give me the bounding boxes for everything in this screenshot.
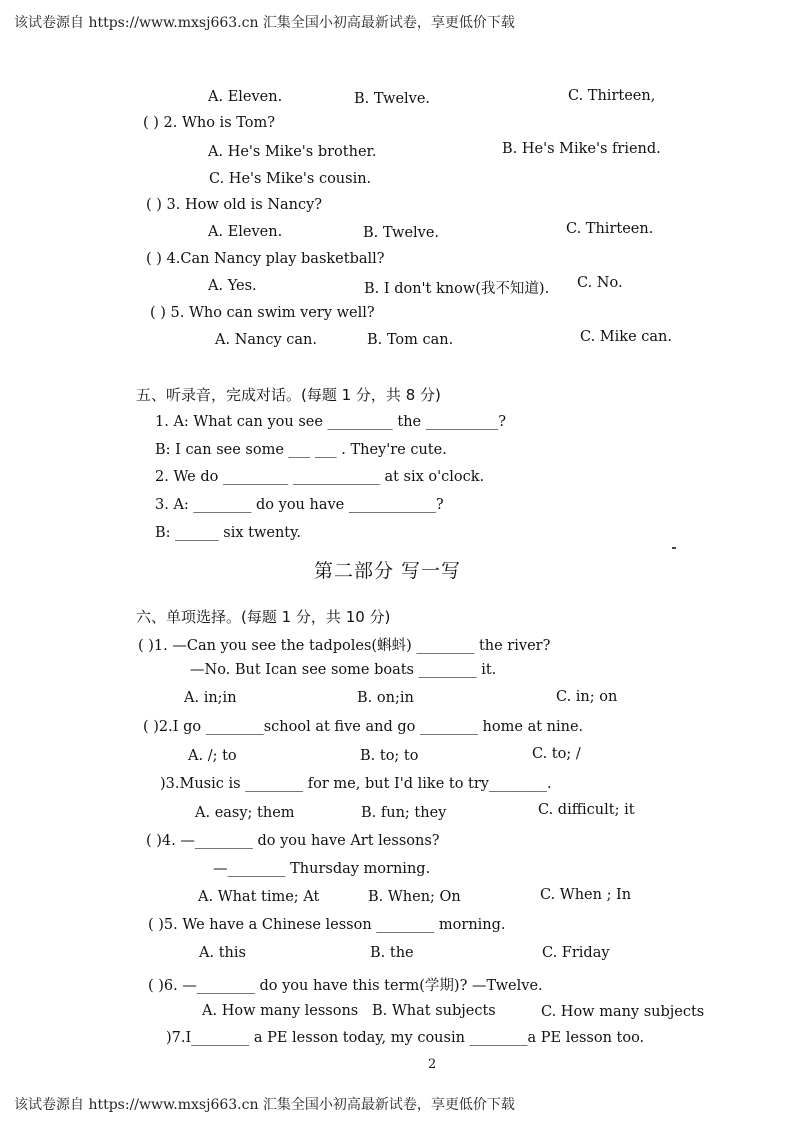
s6-q3-stem: )3.Music is ________ for me, but I'd like to try________. <box>160 776 552 792</box>
q5-option-b: B. Tom can. <box>367 332 454 348</box>
q3-option-a: A. Eleven. <box>208 224 283 240</box>
s6-q4-option-a: A. What time; At <box>198 889 320 905</box>
part2-heading: 第二部分 写一写 <box>314 560 462 582</box>
s6-q1-option-a: A. in;in <box>184 690 237 706</box>
q1-option-c: C. Thirteen, <box>568 88 656 104</box>
q1-option-a: A. Eleven. <box>208 89 283 105</box>
s6-q1-option-b: B. on;in <box>357 690 414 706</box>
source-banner-top: 该试卷源自 https://www.mxsj663.cn 汇集全国小初高最新试卷，享更低价下载 <box>14 15 515 31</box>
s6-q4-option-c: C. When ; In <box>540 887 632 903</box>
q3-option-c: C. Thirteen. <box>566 221 654 237</box>
s6-q1-option-c: C. in; on <box>556 689 618 705</box>
q2-option-b: B. He's Mike's friend. <box>502 141 661 157</box>
q2-option-a: A. He's Mike's brother. <box>208 144 377 160</box>
section5-line-4: 3. A: ________ do you have ____________? <box>155 497 444 513</box>
q2-stem: ( ) 2. Who is Tom? <box>143 115 276 131</box>
s6-q2-option-b: B. to; to <box>360 748 419 764</box>
s6-q3-option-c: C. difficult; it <box>538 802 635 818</box>
s6-q2-option-a: A. /; to <box>188 748 237 764</box>
q4-option-a: A. Yes. <box>208 278 257 294</box>
q1-option-b: B. Twelve. <box>354 91 431 107</box>
s6-q6-option-a: A. How many lessons <box>202 1003 359 1019</box>
s6-q4-option-b: B. When; On <box>368 889 461 905</box>
s6-q6-option-c: C. How many subjects <box>541 1004 705 1020</box>
s6-q3-option-a: A. easy; them <box>195 805 295 821</box>
section6-title: 六、单项选择。(每题 1 分，共 10 分) <box>136 608 391 626</box>
section5-line-5: B: ______ six twenty. <box>155 525 301 541</box>
source-banner-bottom: 该试卷源自 https://www.mxsj663.cn 汇集全国小初高最新试卷，享更低价下载 <box>14 1097 515 1113</box>
scan-speck <box>672 547 676 549</box>
s6-q2-option-c: C. to; / <box>532 746 581 762</box>
s6-q3-option-b: B. fun; they <box>361 805 447 821</box>
s6-q2-stem: ( )2.I go ________school at five and go ________ home at nine. <box>143 719 584 735</box>
s6-q1-stem: ( )1. —Can you see the tadpoles(蝌蚪) ________ the river? <box>138 638 551 654</box>
section5-line-2: B: I can see some ___ ___ . They're cute. <box>155 442 447 458</box>
q5-option-c: C. Mike can. <box>580 329 672 345</box>
s6-q7-stem: )7.I________ a PE lesson today, my cousin ________a PE lesson too. <box>166 1030 645 1046</box>
q4-option-b: B. I don't know(我不知道). <box>364 281 550 297</box>
s6-q1-stem2: —No. But Ican see some boats ________ it. <box>190 662 497 678</box>
q3-option-b: B. Twelve. <box>363 225 440 241</box>
section5-line-1: 1. A: What can you see _________ the __________? <box>155 414 507 430</box>
s6-q6-option-b: B. What subjects <box>372 1003 496 1019</box>
section5-title: 五、听录音，完成对话。(每题 1 分，共 8 分) <box>136 386 441 404</box>
s6-q5-option-c: C. Friday <box>542 945 610 961</box>
q3-stem: ( ) 3. How old is Nancy? <box>146 197 323 213</box>
s6-q5-stem: ( )5. We have a Chinese lesson ________ morning. <box>148 917 506 933</box>
s6-q4-stem2: —________ Thursday morning. <box>213 861 431 877</box>
s6-q5-option-b: B. the <box>370 945 414 961</box>
s6-q4-stem: ( )4. —________ do you have Art lessons? <box>146 833 440 849</box>
q5-stem: ( ) 5. Who can swim very well? <box>150 305 375 321</box>
q4-stem: ( ) 4.Can Nancy play basketball? <box>146 251 385 267</box>
q2-option-c: C. He's Mike's cousin. <box>209 171 372 187</box>
q5-option-a: A. Nancy can. <box>215 332 317 348</box>
q4-option-c: C. No. <box>577 275 623 291</box>
page-number: 2 <box>428 1057 437 1072</box>
s6-q6-stem: ( )6. —________ do you have this term(学期)? —Twelve. <box>148 978 543 994</box>
s6-q5-option-a: A. this <box>199 945 246 961</box>
section5-line-3: 2. We do _________ ____________ at six o'clock. <box>155 469 485 485</box>
